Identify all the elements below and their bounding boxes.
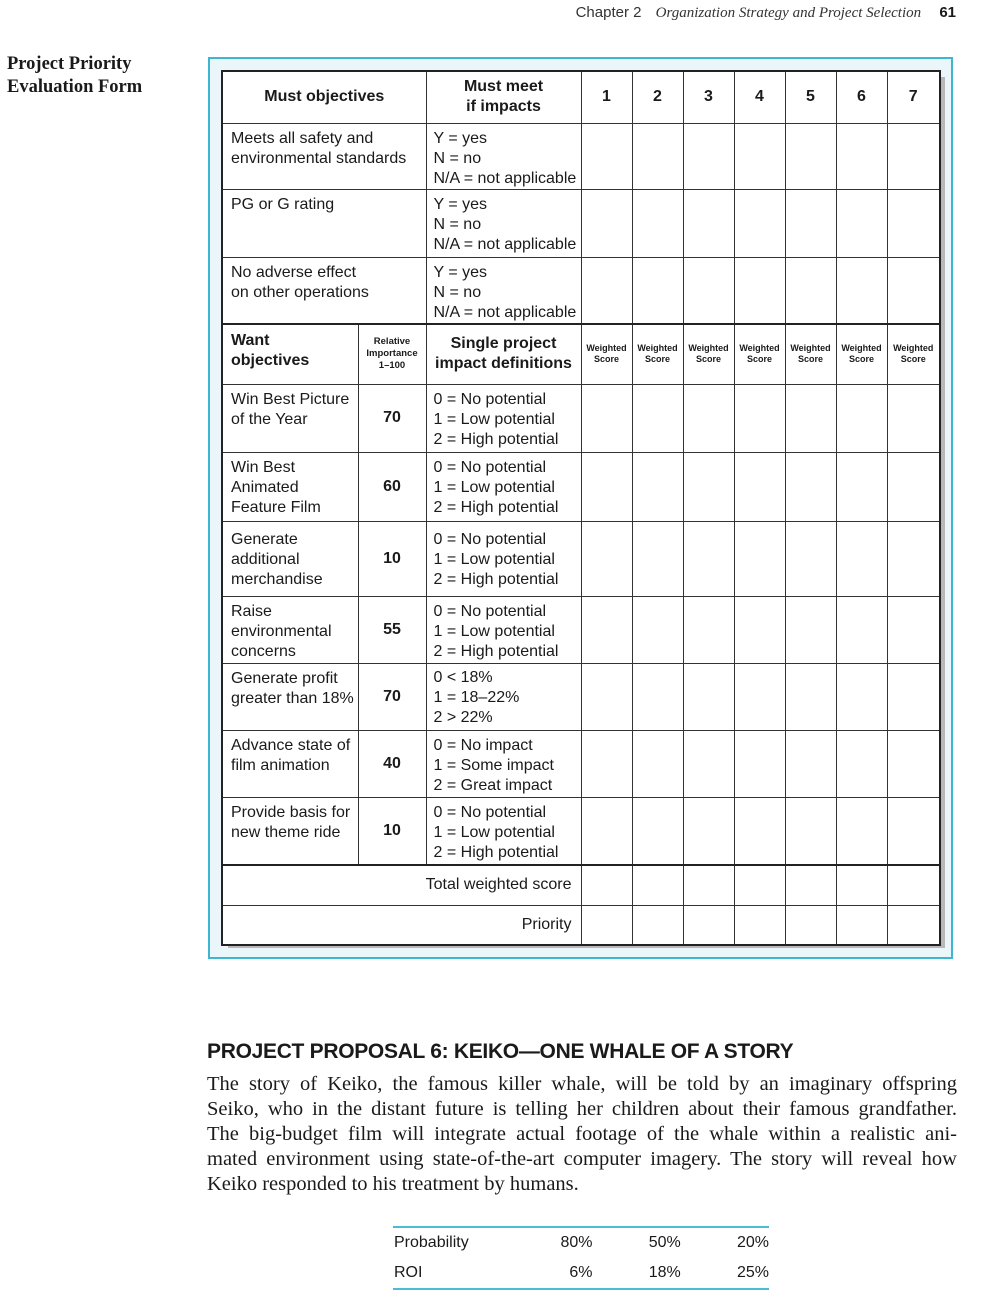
objective-line: Animated — [231, 478, 299, 496]
impact-definitions — [426, 663, 581, 730]
must-meet-line: if impacts — [466, 98, 541, 116]
score-cell[interactable] — [734, 257, 785, 324]
score-cell[interactable] — [887, 257, 940, 324]
project-number: 4 — [734, 71, 785, 123]
objective-line: merchandise — [231, 570, 323, 588]
want-row — [222, 797, 940, 865]
importance-value: 70 — [358, 384, 426, 452]
want-header-row — [222, 324, 940, 384]
header-line: Score — [644, 354, 670, 365]
importance-value: 55 — [358, 596, 426, 663]
weighted-score-header — [887, 324, 940, 384]
score-cell[interactable] — [683, 596, 734, 663]
relative-importance-header — [358, 324, 426, 384]
definition-line: 1 = Some impact — [433, 756, 554, 774]
score-cell[interactable] — [683, 123, 734, 189]
objective-line: Generate profit — [231, 669, 338, 687]
want-row — [222, 596, 940, 663]
proposal-body — [207, 1072, 957, 1197]
importance-value: 10 — [358, 521, 426, 596]
value-line: N = no — [433, 215, 482, 233]
must-values — [426, 123, 581, 189]
score-cell[interactable] — [581, 596, 632, 663]
objective-line: Raise — [231, 602, 272, 620]
must-objective — [222, 189, 426, 257]
importance-value: 10 — [358, 797, 426, 865]
score-cell[interactable] — [836, 596, 887, 663]
score-cell[interactable] — [581, 257, 632, 324]
weighted-score-header — [785, 324, 836, 384]
want-objective — [222, 663, 358, 730]
must-meet-line: Must meet — [463, 78, 544, 96]
header-line: Weighted — [893, 342, 934, 353]
value-line: N = no — [433, 149, 482, 167]
score-cell[interactable] — [683, 452, 734, 521]
score-cell[interactable] — [785, 797, 836, 865]
score-cell[interactable] — [632, 384, 683, 452]
objective-line: on other operations — [231, 283, 369, 301]
total-weighted-score-label: Total weighted score — [222, 865, 581, 905]
priority-label: Priority — [222, 905, 581, 945]
body-line: Seiko, who in the distant future is telling her children about their famous grandfather. — [207, 1098, 957, 1120]
importance-value: 70 — [358, 663, 426, 730]
header-line: Score — [746, 354, 772, 365]
body-line: The story of Keiko, the famous killer whale, will be told by an imaginary offspring — [207, 1073, 957, 1095]
weighted-score-header — [581, 324, 632, 384]
score-cell[interactable] — [683, 905, 734, 945]
score-cell[interactable] — [734, 452, 785, 521]
header-line: Weighted — [586, 342, 627, 353]
score-cell[interactable] — [734, 797, 785, 865]
definition-line: 2 = Great impact — [433, 776, 553, 794]
objective-line: additional — [231, 550, 300, 568]
total-row — [222, 865, 940, 905]
score-cell[interactable] — [785, 257, 836, 324]
objective-line: No adverse effect — [231, 263, 357, 281]
must-meet-header — [426, 71, 581, 123]
probability-value: 50% — [648, 1234, 681, 1251]
objective-line: environmental standards — [231, 149, 407, 167]
weighted-score-header — [632, 324, 683, 384]
score-cell[interactable] — [785, 521, 836, 596]
score-cell[interactable] — [887, 384, 940, 452]
definition-line: 2 = High potential — [433, 430, 559, 448]
definition-line: 2 = High potential — [433, 498, 559, 516]
objective-line: Feature Film — [231, 498, 321, 516]
body-line: Keiko responded to his treatment by humans. — [207, 1173, 579, 1195]
objective-line: concerns — [231, 642, 296, 660]
probability-row — [393, 1227, 769, 1258]
project-number: 5 — [785, 71, 836, 123]
page-number: 61 — [939, 4, 956, 21]
must-objectives-header: Must objectives — [222, 71, 426, 123]
score-cell[interactable] — [581, 865, 632, 905]
definition-line: 0 = No potential — [433, 602, 547, 620]
score-cell[interactable] — [581, 797, 632, 865]
objective-line: Win Best Picture — [231, 390, 350, 408]
want-objective — [222, 730, 358, 797]
impact-definitions — [426, 730, 581, 797]
objective-line: PG or G rating — [231, 195, 335, 213]
score-cell[interactable] — [683, 384, 734, 452]
objective-line: Generate — [231, 530, 298, 548]
want-row — [222, 452, 940, 521]
side-label-line: Project Priority — [7, 54, 132, 74]
roi-value: 18% — [648, 1264, 681, 1281]
score-cell[interactable] — [632, 596, 683, 663]
header-line: Score — [593, 354, 619, 365]
value-line: N/A = not applicable — [433, 169, 577, 187]
probability-value: 80% — [560, 1234, 593, 1251]
score-cell[interactable] — [887, 797, 940, 865]
header-line: objectives — [231, 352, 310, 369]
definition-line: 2 = High potential — [433, 570, 559, 588]
score-cell[interactable] — [683, 257, 734, 324]
want-row — [222, 384, 940, 452]
score-cell[interactable] — [836, 384, 887, 452]
header-line: Score — [848, 354, 874, 365]
score-cell[interactable] — [836, 521, 887, 596]
score-cell[interactable] — [836, 452, 887, 521]
score-cell[interactable] — [887, 123, 940, 189]
header-line: Score — [797, 354, 823, 365]
score-cell[interactable] — [836, 865, 887, 905]
must-values — [426, 257, 581, 324]
definition-line: 2 = High potential — [433, 642, 559, 660]
project-number: 2 — [632, 71, 683, 123]
definition-line: 0 = No potential — [433, 803, 547, 821]
score-cell[interactable] — [785, 905, 836, 945]
score-cell[interactable] — [683, 521, 734, 596]
value-line: N = no — [433, 283, 482, 301]
header-line: Weighted — [739, 342, 780, 353]
header-line: Relative — [373, 336, 411, 348]
score-cell[interactable] — [581, 384, 632, 452]
roi-row — [393, 1258, 769, 1289]
score-cell[interactable] — [734, 905, 785, 945]
score-cell[interactable] — [581, 730, 632, 797]
body-line: mated environment using state-of-the-art computer imagery. The story will reveal how — [207, 1148, 957, 1170]
definition-line: 0 = No potential — [433, 390, 547, 408]
weighted-score-header — [836, 324, 887, 384]
score-cell[interactable] — [683, 189, 734, 257]
objective-line: Meets all safety and — [231, 129, 374, 147]
must-objective — [222, 123, 426, 189]
impact-definitions — [426, 384, 581, 452]
definition-line: 1 = Low potential — [433, 823, 555, 841]
objective-line: Win Best — [231, 458, 296, 476]
score-cell[interactable] — [785, 384, 836, 452]
score-cell[interactable] — [887, 730, 940, 797]
project-number: 3 — [683, 71, 734, 123]
definition-line: 0 = No impact — [433, 736, 533, 754]
want-objective — [222, 384, 358, 452]
form-side-label — [7, 53, 157, 99]
definition-line: 1 = Low potential — [433, 622, 555, 640]
value-line: Y = yes — [433, 129, 488, 147]
importance-value: 60 — [358, 452, 426, 521]
want-objective — [222, 797, 358, 865]
objective-line: Advance state of — [231, 736, 351, 754]
score-cell[interactable] — [734, 596, 785, 663]
objective-line: greater than 18% — [231, 689, 354, 707]
running-head — [576, 4, 956, 22]
score-cell[interactable] — [887, 452, 940, 521]
score-cell[interactable] — [581, 123, 632, 189]
probability-roi-table — [393, 1226, 769, 1290]
value-line: Y = yes — [433, 263, 488, 281]
proposal-title: PROJECT PROPOSAL 6: KEIKO—ONE WHALE OF A STORY — [207, 1040, 794, 1063]
definition-line: 0 = No potential — [433, 458, 547, 476]
impact-definitions — [426, 521, 581, 596]
score-cell[interactable] — [836, 663, 887, 730]
objective-line: film animation — [231, 756, 330, 774]
weighted-score-header — [683, 324, 734, 384]
value-line: Y = yes — [433, 195, 488, 213]
score-cell[interactable] — [887, 189, 940, 257]
score-cell[interactable] — [632, 452, 683, 521]
score-cell[interactable] — [887, 905, 940, 945]
definition-line: 1 = Low potential — [433, 550, 555, 568]
score-cell[interactable] — [581, 905, 632, 945]
score-cell[interactable] — [734, 663, 785, 730]
definition-line: 1 = 18–22% — [433, 688, 520, 706]
row-label: Probability — [394, 1234, 469, 1251]
score-cell[interactable] — [632, 257, 683, 324]
definition-line: 1 = Low potential — [433, 478, 555, 496]
project-number: 1 — [581, 71, 632, 123]
want-row — [222, 730, 940, 797]
body-line: The big-budget film will integrate actual footage of the whale within a realistic ani- — [207, 1123, 957, 1145]
importance-value: 40 — [358, 730, 426, 797]
score-cell[interactable] — [581, 189, 632, 257]
score-cell[interactable] — [632, 865, 683, 905]
probability-value: 20% — [736, 1234, 769, 1251]
score-cell[interactable] — [785, 123, 836, 189]
want-row — [222, 521, 940, 596]
score-cell[interactable] — [632, 663, 683, 730]
must-objective — [222, 257, 426, 324]
score-cell[interactable] — [683, 730, 734, 797]
header-line: Single project — [450, 335, 557, 353]
score-cell[interactable] — [785, 730, 836, 797]
side-label-line: Evaluation Form — [7, 77, 143, 97]
score-cell[interactable] — [734, 123, 785, 189]
score-cell[interactable] — [632, 189, 683, 257]
objective-line: of the Year — [231, 410, 308, 428]
score-cell[interactable] — [887, 596, 940, 663]
header-line: Weighted — [790, 342, 831, 353]
score-cell[interactable] — [887, 521, 940, 596]
score-cell[interactable] — [785, 189, 836, 257]
must-values — [426, 189, 581, 257]
score-cell[interactable] — [887, 663, 940, 730]
score-cell[interactable] — [632, 123, 683, 189]
score-cell[interactable] — [836, 257, 887, 324]
score-cell[interactable] — [683, 797, 734, 865]
objective-line: new theme ride — [231, 823, 341, 841]
definition-line: 0 = No potential — [433, 530, 547, 548]
score-cell[interactable] — [734, 384, 785, 452]
score-cell[interactable] — [581, 663, 632, 730]
score-cell[interactable] — [836, 189, 887, 257]
score-cell[interactable] — [581, 452, 632, 521]
want-objective — [222, 521, 358, 596]
header-line: Weighted — [688, 342, 729, 353]
score-cell[interactable] — [632, 797, 683, 865]
score-cell[interactable] — [836, 797, 887, 865]
impact-definitions-header — [426, 324, 581, 384]
header-line: Want — [231, 332, 270, 349]
score-cell[interactable] — [632, 521, 683, 596]
value-line: N/A = not applicable — [433, 303, 577, 321]
score-cell[interactable] — [836, 905, 887, 945]
want-row — [222, 663, 940, 730]
definition-line: 2 = High potential — [433, 843, 559, 861]
score-cell[interactable] — [683, 865, 734, 905]
score-cell[interactable] — [785, 596, 836, 663]
header-line: impact definitions — [435, 355, 572, 373]
score-cell[interactable] — [836, 123, 887, 189]
objective-line: Provide basis for — [231, 803, 351, 821]
score-cell[interactable] — [887, 865, 940, 905]
score-cell[interactable] — [632, 730, 683, 797]
objective-line: environmental — [231, 622, 332, 640]
priority-row — [222, 905, 940, 945]
score-cell[interactable] — [734, 865, 785, 905]
score-cell[interactable] — [632, 905, 683, 945]
want-objective — [222, 596, 358, 663]
score-cell[interactable] — [734, 730, 785, 797]
score-cell[interactable] — [683, 663, 734, 730]
value-line: N/A = not applicable — [433, 235, 577, 253]
chapter-label: Chapter 2 — [575, 4, 642, 21]
impact-definitions — [426, 452, 581, 521]
want-objective — [222, 452, 358, 521]
row-label: ROI — [394, 1264, 423, 1281]
weighted-score-header — [734, 324, 785, 384]
header-line: Weighted — [841, 342, 882, 353]
roi-value: 6% — [569, 1264, 593, 1281]
must-row — [222, 189, 940, 257]
header-line: Importance — [366, 348, 418, 360]
must-row — [222, 123, 940, 189]
header-line: Score — [695, 354, 721, 365]
impact-definitions — [426, 797, 581, 865]
want-objectives-header — [222, 324, 358, 384]
definition-line: 0 < 18% — [433, 668, 493, 686]
definition-line: 1 = Low potential — [433, 410, 555, 428]
score-cell[interactable] — [734, 189, 785, 257]
header-line: Score — [900, 354, 926, 365]
must-row — [222, 257, 940, 324]
priority-evaluation-table — [221, 70, 941, 946]
score-cell[interactable] — [734, 521, 785, 596]
definition-line: 2 > 22% — [433, 708, 493, 726]
score-cell[interactable] — [581, 521, 632, 596]
score-cell[interactable] — [785, 865, 836, 905]
header-line: Weighted — [637, 342, 678, 353]
project-number: 6 — [836, 71, 887, 123]
section-title: Organization Strategy and Project Selection — [655, 5, 922, 21]
impact-definitions — [426, 596, 581, 663]
roi-value: 25% — [736, 1264, 769, 1281]
score-cell[interactable] — [785, 663, 836, 730]
project-number: 7 — [887, 71, 940, 123]
score-cell[interactable] — [836, 730, 887, 797]
header-line: 1–100 — [378, 360, 406, 372]
score-cell[interactable] — [785, 452, 836, 521]
